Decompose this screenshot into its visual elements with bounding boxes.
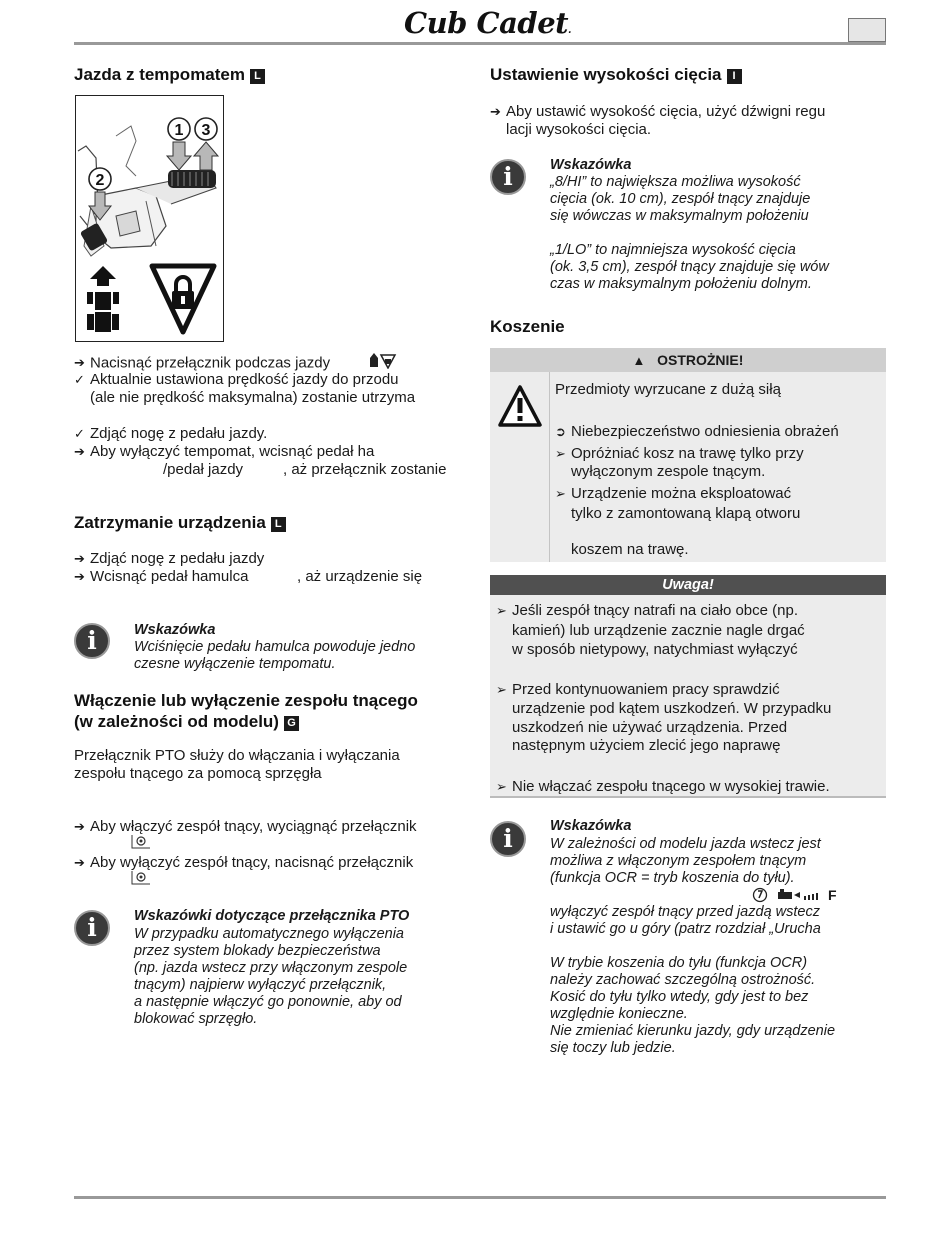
pto-switch-icon [130, 834, 152, 854]
brand-logo: Cub Cadet. [404, 6, 572, 40]
release-arrow-icon [194, 142, 218, 170]
info-icon: i [74, 623, 110, 659]
result-foot-off: ✓ Zdjąć nogę z pedału jazdy. [74, 425, 268, 442]
note-title: Wskazówka [134, 622, 216, 638]
note-title: Wskazówka [550, 157, 632, 173]
note-line: czesne wyłączenie tempomatu. [134, 656, 336, 672]
caution-hazard: ➲ Niebezpieczeństwo odniesienia obrażeń [555, 423, 839, 440]
note-line: „8/HI” to największa możliwa wysokość [550, 174, 801, 190]
bullet-arrow-icon: ➢ [555, 446, 566, 461]
instruction-set-height: ➔ Aby ustawić wysokość cięcia, użyć dźwigni regu [490, 103, 826, 120]
caution-bullet-cont: koszem na trawę. [571, 541, 689, 558]
caution-bullet: ➢ Opróżniać kosz na trawę tylko przy [555, 445, 804, 462]
arrow-right-icon: ➔ [74, 551, 85, 566]
note-title: Wskazówki dotyczące przełącznika PTO [134, 908, 410, 924]
attention-bullet: ➢ Jeśli zespół tnący natrafi na ciało obce (np. [496, 602, 798, 619]
section-title-mowing: Koszenie [490, 317, 565, 336]
attention-bullet-cont: urządzenie pod kątem uszkodzeń. W przypadku [512, 700, 832, 717]
section-badge: I [727, 69, 742, 84]
bullet-arrow-icon: ➢ [555, 486, 566, 501]
note-line: tnącym) najpierw wyłączyć przełącznik, [134, 977, 387, 993]
arrow-right-icon: ➔ [74, 444, 85, 459]
pto-description-cont: zespołu tnącego za pomocą sprzęgła [74, 765, 322, 782]
instruction-press-brake: ➔ Wcisnąć pedał hamulca [74, 568, 249, 585]
cruise-control-illustration [76, 96, 224, 342]
note-line: Wciśnięcie pedału hamulca powoduje jedno [134, 639, 416, 655]
instruction-pto-off: ➔ Aby wyłączyć zespół tnący, nacisnąć przełącznik [74, 854, 414, 871]
warning-icon: ▲ [632, 353, 646, 368]
attention-bullet: ➢ Nie włączać zespołu tnącego w wysokiej trawie. [496, 778, 830, 795]
arrow-right-icon: ➔ [490, 104, 501, 119]
instruction-remove-foot: ➔ Zdjąć nogę z pedału jazdy [74, 550, 265, 567]
tractor-forward-icon [87, 266, 119, 332]
footer-rule [74, 1196, 886, 1199]
note-line: i ustawić go u góry (patrz rozdział „Urucha [550, 921, 821, 937]
section-badge: G [284, 716, 299, 731]
pto-description: Przełącznik PTO służy do włączania i wyłączania [74, 747, 400, 764]
caution-line: Przedmioty wyrzucane z dużą siłą [555, 381, 781, 398]
note-line: się toczy lub jedzie. [550, 1040, 676, 1056]
hazard-arrow-icon: ➲ [555, 424, 566, 439]
section-title-pto-line2: (w zależności od modelu) G [74, 711, 299, 733]
caution-header: ▲ OSTROŻNIE! [490, 348, 886, 372]
press-arrow-icon [167, 142, 191, 170]
note-line: a następnie włączyć go ponownie, aby od [134, 994, 402, 1010]
caution-bullet-cont: tylko z zamontowaną klapą otworu [571, 505, 801, 522]
check-icon: ✓ [74, 372, 85, 387]
info-icon: i [74, 910, 110, 946]
ocr-forward-label: F [828, 887, 837, 903]
cruise-control-figure [75, 95, 224, 342]
note-line: wyłączyć zespół tnący przed jazdą wstecz [550, 904, 820, 920]
note-line: „1/LO” to najmniejsza wysokość cięcia [550, 242, 796, 258]
header-rule [74, 42, 886, 45]
bullet-arrow-icon: ➢ [496, 603, 507, 618]
section-title-stopping: Zatrzymanie urządzenia L [74, 512, 286, 534]
instruction-pto-on: ➔ Aby włączyć zespół tnący, wyciągnąć przełącznik [74, 818, 417, 835]
instruction-disable-cruise-end: , aż przełącznik zostanie [283, 461, 447, 478]
note-line: względnie konieczne. [550, 1006, 688, 1022]
caution-bullet: ➢ Urządzenie można eksploatować [555, 485, 792, 502]
note-line: cięcia (ok. 10 cm), zespół tnący znajduje [550, 191, 811, 207]
attention-bullet-cont: kamień) lub urządzenie zacznie nagle drgać [512, 622, 805, 639]
arrow-right-icon: ➔ [74, 855, 85, 870]
note-title: Wskazówka [550, 818, 632, 834]
page-number-box [848, 18, 886, 42]
arrow-right-icon: ➔ [74, 355, 85, 371]
attention-bullet-cont: uszkodzeń nie używać urządzenia. Przed [512, 719, 788, 736]
caution-divider [549, 372, 550, 562]
callout-3-label: 3 [201, 122, 211, 139]
note-line: W zależności od modelu jazda wstecz jest [550, 836, 821, 852]
section-title-cruise-control: Jazda z tempomatem L [74, 64, 265, 86]
check-icon: ✓ [74, 426, 85, 441]
instruction-press-switch: ➔ Nacisnąć przełącznik podczas jazdy [74, 353, 402, 374]
note-line: (np. jazda wstecz przy włączonym zespole [134, 960, 408, 976]
bullet-arrow-icon: ➢ [496, 682, 507, 697]
note-line: Kosić do tyłu tylko wtedy, gdy jest to bez [550, 989, 809, 1005]
note-line: W trybie koszenia do tyłu (funkcja OCR) [550, 955, 808, 971]
section-title-pto-line1: Włączenie lub wyłączenie zespołu tnącego [74, 691, 418, 710]
caution-bullet-cont: wyłączonym zespole tnącym. [571, 463, 766, 480]
result-speed-held: ✓ Aktualnie ustawiona prędkość jazdy do przodu [74, 371, 399, 388]
note-line: (funkcja OCR = tryb koszenia do tyłu). [550, 870, 795, 886]
note-line: Nie zmieniać kierunku jazdy, gdy urządzenie [550, 1023, 836, 1039]
note-line: (ok. 3,5 cm), zespół tnący znajduje się wów [550, 259, 829, 275]
instruction-press-brake-end: , aż urządzenie się [297, 568, 423, 585]
section-title-cutting-height: Ustawienie wysokości cięcia I [490, 64, 742, 86]
result-speed-held-cont: (ale nie prędkość maksymalna) zostanie utrzyma [90, 389, 416, 406]
note-line: przez system blokady bezpieczeństwa [134, 943, 381, 959]
info-icon: i [490, 821, 526, 857]
attention-header: Uwaga! [490, 575, 886, 595]
instruction-disable-cruise-pedal: /pedał jazdy [163, 461, 244, 478]
bullet-arrow-icon: ➢ [496, 779, 507, 794]
warning-triangle-icon [497, 384, 543, 433]
note-line: W przypadku automatycznego wyłączenia [134, 926, 404, 942]
info-icon: i [490, 159, 526, 195]
attention-bullet-cont: następnym użyciem zlecić jego naprawę [512, 737, 781, 754]
note-line: się wówczas w maksymalnym położeniu [550, 208, 809, 224]
note-line: blokować sprzęgło. [134, 1011, 258, 1027]
arrow-right-icon: ➔ [74, 569, 85, 584]
note-line: możliwa z włączonym zespołem tnącym [550, 853, 807, 869]
callout-1-label: 1 [174, 122, 184, 139]
section-badge: L [250, 69, 265, 84]
attention-bullet: ➢ Przed kontynuowaniem pracy sprawdzić [496, 681, 780, 698]
callout-2-label: 2 [95, 172, 105, 189]
arrow-right-icon: ➔ [74, 819, 85, 834]
lock-triangle-icon [152, 266, 214, 332]
note-line: należy zachować szczególną ostrożność. [550, 972, 816, 988]
pto-switch-icon [130, 870, 152, 890]
attention-bullet-cont: w sposób nietypowy, natychmiast wyłączyć [512, 641, 798, 658]
instruction-disable-cruise: ➔ Aby wyłączyć tempomat, wcisnąć pedał ha [74, 443, 375, 460]
section-badge: L [271, 517, 286, 532]
instruction-set-height-cont: lacji wysokości cięcia. [506, 121, 652, 138]
note-line: czas w maksymalnym położeniu dolnym. [550, 276, 812, 292]
